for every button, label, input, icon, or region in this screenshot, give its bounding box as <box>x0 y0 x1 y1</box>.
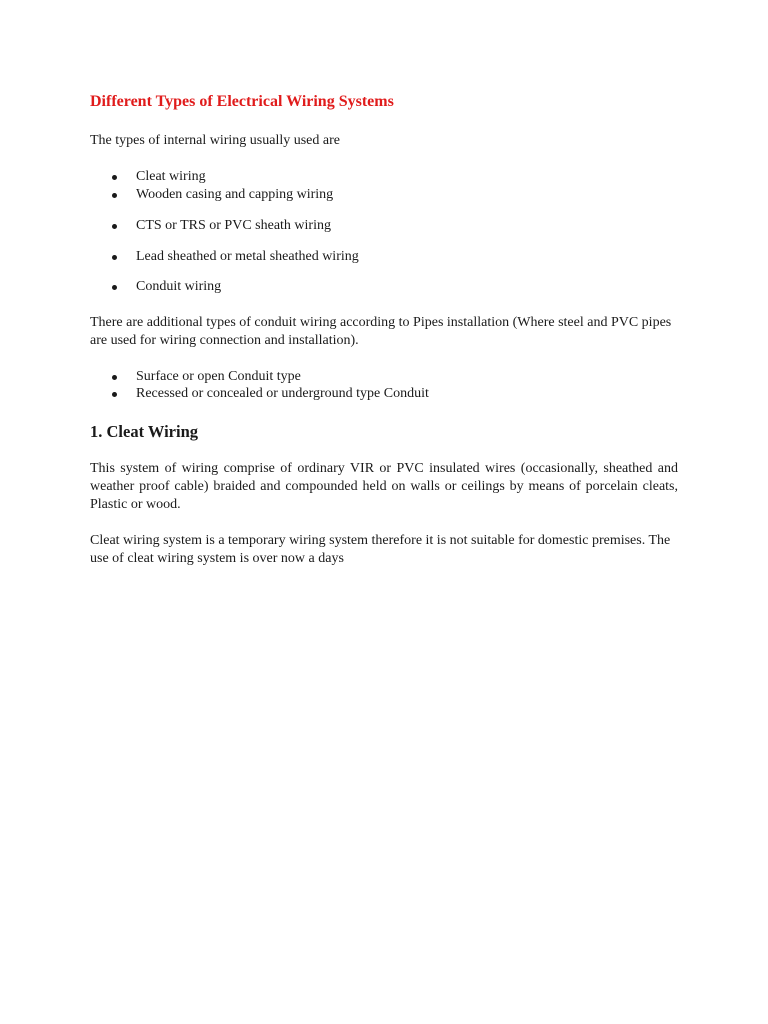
conduit-intro-text: There are additional types of conduit wiring according to Pipes installation (Where steel and PVC pipes are used for wiring connection and installation). <box>90 315 672 348</box>
bullet-icon <box>112 285 117 290</box>
bullet-icon <box>112 193 117 198</box>
list-item-text: Conduit wiring <box>136 279 222 294</box>
bullet-icon <box>112 255 117 260</box>
list-item-text: Wooden casing and capping wiring <box>136 187 334 202</box>
section-paragraph: Cleat wiring system is a temporary wiring system therefore it is not suitable for domestic premises. The use of cleat wiring system is over now a days <box>90 533 671 566</box>
section-paragraph: This system of wiring comprise of ordinary VIR or PVC insulated wires (occasionally, sheathed and weather proof cable) braided and compounded held on walls or ceilings by means of porcelain cleats, Plastic or wood. <box>90 461 678 512</box>
bullet-icon <box>112 224 117 229</box>
list-item-text: Recessed or concealed or underground type Conduit <box>136 386 429 401</box>
section-heading: 1. Cleat Wiring <box>90 422 199 441</box>
bullet-icon <box>112 375 117 380</box>
list-item-text: Surface or open Conduit type <box>136 369 301 384</box>
intro-text: The types of internal wiring usually used are <box>90 133 340 148</box>
list-item-text: Lead sheathed or metal sheathed wiring <box>136 249 359 264</box>
list-item-text: CTS or TRS or PVC sheath wiring <box>136 218 331 233</box>
document-title: Different Types of Electrical Wiring Systems <box>90 93 394 110</box>
bullet-icon <box>112 175 117 180</box>
list-item-text: Cleat wiring <box>136 169 206 184</box>
bullet-icon <box>112 392 117 397</box>
